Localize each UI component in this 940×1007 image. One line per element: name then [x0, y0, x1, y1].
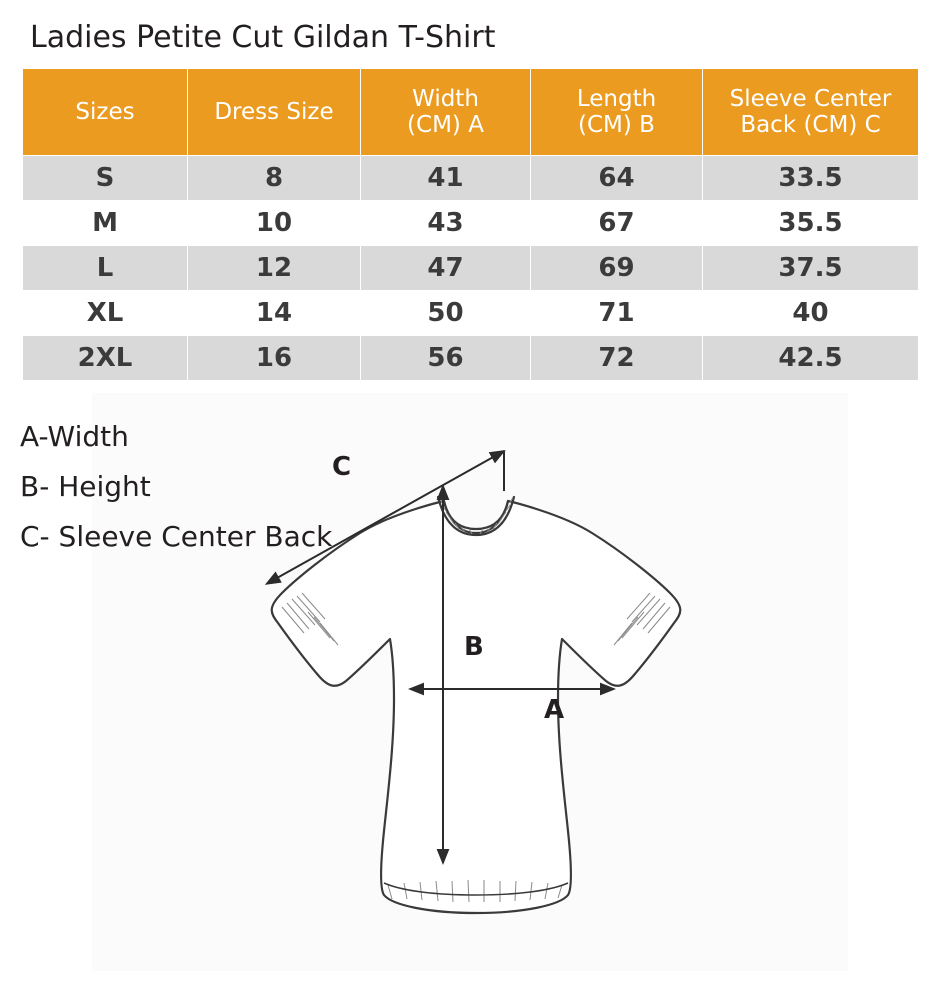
cell-length: 72: [531, 336, 703, 381]
column-header-sizes: [23, 69, 188, 156]
column-header-line-1: Width: [412, 85, 479, 112]
cell-dress-size: 16: [188, 336, 361, 381]
cell-size: L: [23, 246, 188, 291]
cell-sleeve: 42.5: [703, 336, 919, 381]
cell-size: S: [23, 156, 188, 201]
label-b: B: [464, 632, 484, 662]
cell-length: 69: [531, 246, 703, 291]
legend-item-c: C- Sleeve Center Back: [20, 520, 333, 553]
column-header-dress-size: [188, 69, 361, 156]
column-header-sleeve-center-back: [703, 69, 919, 156]
cell-width: 56: [361, 336, 531, 381]
column-header-line-2: (CM) A: [407, 112, 484, 138]
cell-width: 41: [361, 156, 531, 201]
column-header-line-1: Dress Size: [214, 98, 334, 125]
cell-width: 43: [361, 201, 531, 246]
cell-sleeve: 33.5: [703, 156, 919, 201]
table-row: [23, 246, 919, 291]
cell-length: 64: [531, 156, 703, 201]
table-header-row: [23, 69, 919, 156]
label-a: A: [544, 695, 565, 725]
column-header-line-1: Length: [576, 85, 657, 112]
cell-sleeve: 35.5: [703, 201, 919, 246]
column-header-line-1: Sleeve Center: [729, 85, 892, 112]
cell-size: 2XL: [23, 336, 188, 381]
column-header-width: [361, 69, 531, 156]
page-title: Ladies Petite Cut Gildan T-Shirt: [30, 20, 496, 55]
table-row: [23, 156, 919, 201]
column-header-line-1: Sizes: [75, 98, 135, 125]
column-header-line-2: (CM) B: [578, 112, 655, 138]
cell-size: M: [23, 201, 188, 246]
cell-size: XL: [23, 291, 188, 336]
table-row: [23, 201, 919, 246]
legend-item-b: B- Height: [20, 470, 151, 503]
label-c: C: [332, 452, 352, 482]
cell-width: 50: [361, 291, 531, 336]
cell-sleeve: 40: [703, 291, 919, 336]
size-chart-table: [22, 68, 919, 381]
cell-dress-size: 8: [188, 156, 361, 201]
cell-dress-size: 10: [188, 201, 361, 246]
cell-dress-size: 12: [188, 246, 361, 291]
column-header-line-2: Back (CM) C: [740, 112, 881, 138]
column-header-length: [531, 69, 703, 156]
cell-sleeve: 37.5: [703, 246, 919, 291]
diagram-legend: [20, 412, 332, 562]
legend-item-a: A-Width: [20, 420, 129, 453]
cell-length: 67: [531, 201, 703, 246]
cell-width: 47: [361, 246, 531, 291]
cell-dress-size: 14: [188, 291, 361, 336]
table-row: [23, 291, 919, 336]
cell-length: 71: [531, 291, 703, 336]
table-row: [23, 336, 919, 381]
